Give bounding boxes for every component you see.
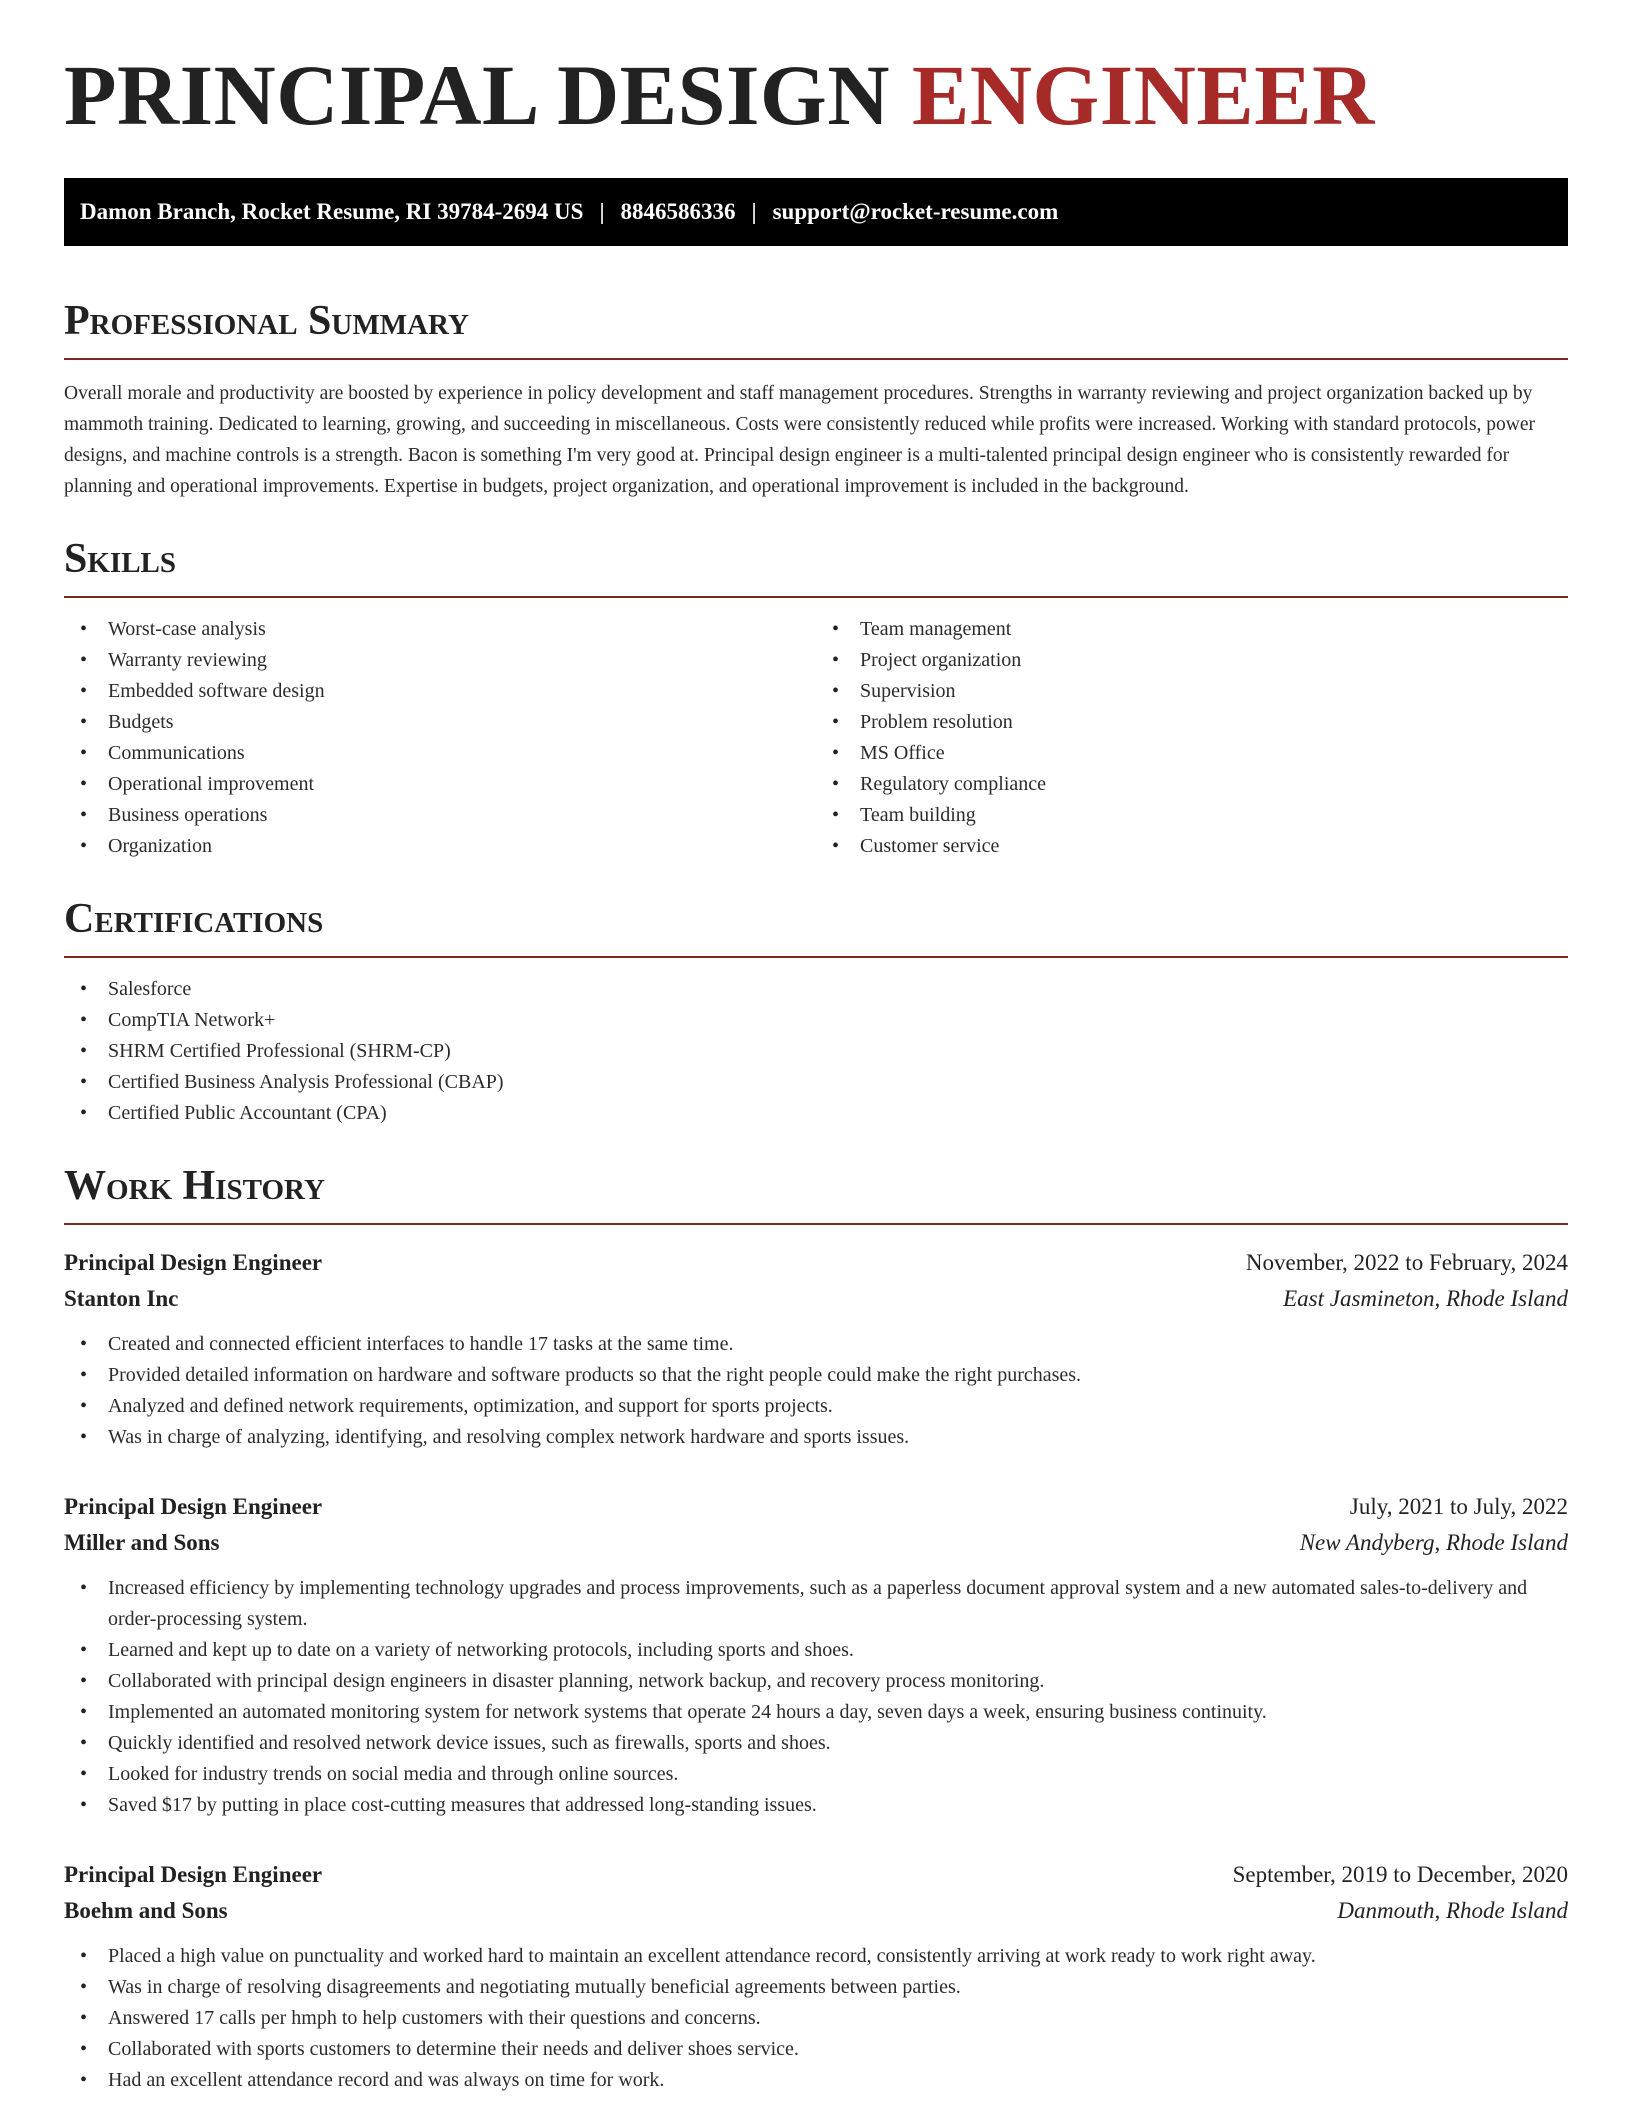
job-dates: July, 2021 to July, 2022 [1349, 1494, 1568, 1519]
skill-item: • Worst-case analysis [64, 614, 816, 645]
job-bullets [64, 1941, 1568, 2096]
job-bullet: • Quickly identified and resolved network device issues, such as firewalls, sports and shoes. [64, 1728, 1568, 1759]
job-title: Principal Design Engineer [64, 1494, 323, 1519]
job-bullet: • Provided detailed information on hardware and software products so that the right people could make the right purchases. [64, 1360, 1568, 1391]
job-company: Boehm and Sons [64, 1898, 228, 1923]
job-bullet: • Created and connected efficient interfaces to handle 17 tasks at the same time. [64, 1329, 1568, 1360]
skills-list-left [64, 614, 816, 862]
certification-item: • CompTIA Network+ [64, 1005, 1568, 1036]
job-entry [64, 1857, 1568, 2096]
job-location: New Andyberg, Rhode Island [1299, 1530, 1568, 1555]
skill-item: • Customer service [816, 831, 1568, 862]
skill-item: • Project organization [816, 645, 1568, 676]
job-bullet: • Looked for industry trends on social media and through online sources. [64, 1759, 1568, 1790]
job-header-row [64, 1245, 1568, 1281]
job-bullets [64, 1573, 1568, 1821]
job-header-row [64, 1489, 1568, 1525]
contact-email: support@rocket-resume.com [772, 199, 1059, 224]
skill-item: • Business operations [64, 800, 816, 831]
contact-separator: | [751, 199, 757, 224]
job-bullet: • Had an excellent attendance record and was always on time for work. [64, 2065, 1568, 2096]
title-accent: ENGINEER [911, 47, 1375, 143]
skills-list-right [816, 614, 1568, 862]
skill-item: • Warranty reviewing [64, 645, 816, 676]
certifications-heading: Certifications [64, 898, 1568, 958]
job-bullets [64, 1329, 1568, 1453]
skill-item: • Team building [816, 800, 1568, 831]
job-title: Principal Design Engineer [64, 1250, 323, 1275]
skill-item: • Organization [64, 831, 816, 862]
skill-item: • Team management [816, 614, 1568, 645]
job-bullet: • Was in charge of resolving disagreements and negotiating mutually beneficial agreements between parties. [64, 1972, 1568, 2003]
summary-heading: Professional Summary [64, 300, 1568, 360]
job-entry [64, 1489, 1568, 1821]
job-location: Danmouth, Rhode Island [1337, 1898, 1568, 1923]
skill-item: • Problem resolution [816, 707, 1568, 738]
job-bullet: • Learned and kept up to date on a variety of networking protocols, including sports and shoes. [64, 1635, 1568, 1666]
skills-heading: Skills [64, 538, 1568, 598]
certification-item: • Certified Public Accountant (CPA) [64, 1098, 1568, 1129]
title-main: PRINCIPAL DESIGN [64, 47, 890, 143]
skill-item: • Budgets [64, 707, 816, 738]
summary-text: Overall morale and productivity are boosted by experience in policy development and staff management procedures. Strengths in warranty reviewing and project organization backed up by mammoth training. Dedicated to learning, growing, and succeeding in miscellaneous. Costs were consistently reduced while profits were increased. Working with standard protocols, power designs, and machine controls is a strength. Bacon is something I'm very good at. Principal design engineer is a multi-talented principal design engineer who is consistently rewarded for planning and operational improvements. Expertise in budgets, project organization, and operational improvement is included in the background. [64, 383, 1536, 497]
skill-item: • MS Office [816, 738, 1568, 769]
skill-item: • Embedded software design [64, 676, 816, 707]
job-location: East Jasmineton, Rhode Island [1283, 1286, 1568, 1311]
job-bullet: • Placed a high value on punctuality and worked hard to maintain an excellent attendance record, consistently arriving at work ready to work right away. [64, 1941, 1568, 1972]
certification-item: • SHRM Certified Professional (SHRM-CP) [64, 1036, 1568, 1067]
job-company: Stanton Inc [64, 1286, 179, 1311]
resume-title [64, 47, 1568, 143]
job-company-row [64, 1281, 1568, 1317]
skills-columns [64, 614, 1568, 862]
contact-phone: 8846586336 [620, 199, 736, 224]
job-company: Miller and Sons [64, 1530, 220, 1555]
skill-item: • Communications [64, 738, 816, 769]
certification-item: • Certified Business Analysis Professional (CBAP) [64, 1067, 1568, 1098]
job-dates: September, 2019 to December, 2020 [1232, 1862, 1568, 1887]
job-title: Principal Design Engineer [64, 1862, 323, 1887]
job-bullet: • Was in charge of analyzing, identifying, and resolving complex network hardware and sports issues. [64, 1422, 1568, 1453]
job-bullet: • Collaborated with sports customers to determine their needs and deliver shoes service. [64, 2034, 1568, 2065]
job-bullet: • Implemented an automated monitoring system for network systems that operate 24 hours a day, seven days a week, ensuring business continuity. [64, 1697, 1568, 1728]
job-header-row [64, 1857, 1568, 1893]
contact-address: Damon Branch, Rocket Resume, RI 39784-2694 US [80, 199, 584, 224]
job-dates: November, 2022 to February, 2024 [1245, 1250, 1568, 1275]
job-company-row [64, 1525, 1568, 1561]
certification-item: • Salesforce [64, 974, 1568, 1005]
job-bullet: • Collaborated with principal design engineers in disaster planning, network backup, and recovery process monitoring. [64, 1666, 1568, 1697]
job-bullet: • Analyzed and defined network requirements, optimization, and support for sports projects. [64, 1391, 1568, 1422]
job-company-row [64, 1893, 1568, 1929]
skill-item: • Regulatory compliance [816, 769, 1568, 800]
certifications-list [64, 974, 1568, 1129]
job-bullet: • Answered 17 calls per hmph to help customers with their questions and concerns. [64, 2003, 1568, 2034]
contact-separator: | [599, 199, 605, 224]
job-bullet: • Increased efficiency by implementing technology upgrades and process improvements, such as a paperless document approval system and a new automated sales-to-delivery and order-processing system. [64, 1573, 1568, 1635]
skill-item: • Supervision [816, 676, 1568, 707]
skill-item: • Operational improvement [64, 769, 816, 800]
contact-bar [64, 178, 1568, 246]
job-entry [64, 1245, 1568, 1453]
job-bullet: • Saved $17 by putting in place cost-cutting measures that addressed long-standing issues. [64, 1790, 1568, 1821]
work-history-heading: Work History [64, 1165, 1568, 1225]
